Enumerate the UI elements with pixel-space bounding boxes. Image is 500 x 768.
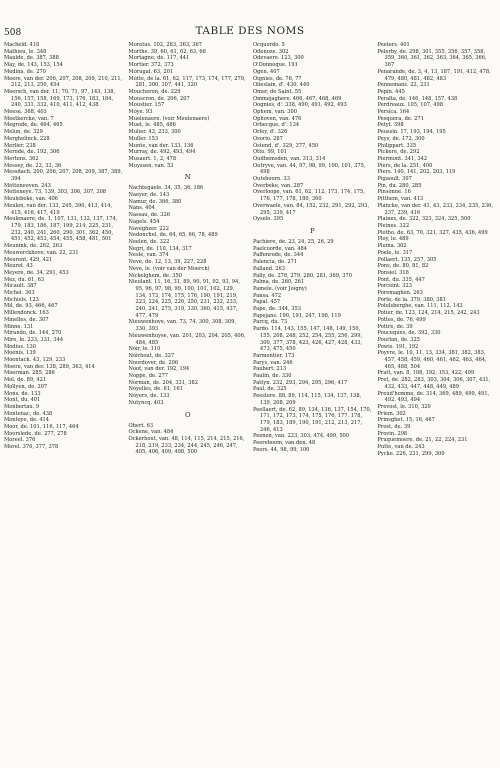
index-entry: Paelcoorde, van. 484 <box>253 245 307 252</box>
index-entry: Papal. 457 <box>253 299 281 306</box>
index-entry: Merghelinck. 228 <box>4 135 50 142</box>
index-entry: Overbeke, van. 287 <box>253 182 304 189</box>
index-entry: Muet, le. 485, 486 <box>128 122 176 129</box>
index-entry: Outryve, van. 44, 97, 98, 99, 100, 101, 375, 498 <box>253 162 368 176</box>
index-entry: Nickelghem, de. 350 <box>128 272 183 279</box>
index-entry: Mons, de. 133 <box>4 390 41 397</box>
index-entry: Noyelles, de. 61, 161 <box>128 386 183 393</box>
index-entry: Pont, du. 335, 447 <box>377 276 425 283</box>
index-entry: Pennemans. 22, 231 <box>377 82 430 89</box>
index-entry: Oyselo. 395 <box>253 216 284 223</box>
index-entry: Noordover, de. 206 <box>128 359 179 366</box>
index-entry: Orbecque, d'. 134 <box>253 122 300 129</box>
index-entry: Moreel. 376 <box>4 437 36 444</box>
index-entry: Nutyncq. 403 <box>128 399 164 406</box>
index-entry: Mil, de. 93, 466, 467 <box>4 303 58 310</box>
index-entry: Morugal. 63, 201 <box>128 68 174 75</box>
index-entry: Merlier. 238 <box>4 142 36 149</box>
index-entry: Noir, le. 110 <box>128 346 161 353</box>
index-entry: Pally, de. 278, 279, 280, 281, 369, 370 <box>253 272 352 279</box>
index-entry: Ostend, d'. 329, 377, 450 <box>253 142 319 149</box>
index-column-2 <box>129 42 248 732</box>
index-entry: Ophem, van. 300 <box>253 109 297 116</box>
index-entry: Mortagne, de. 117, 441 <box>128 55 190 62</box>
index-entry: Petyt. 398 <box>377 122 404 129</box>
index-entry: Plotho, de. 63, 70, 321, 327, 435, 436, 499 <box>377 229 488 236</box>
index-column-4 <box>378 42 497 732</box>
index-entry: Montoye, de. 414 <box>4 417 50 424</box>
index-entry: Messdach. 200, 206, 207, 208, 209, 387, 389, 394 <box>4 169 124 183</box>
index-entry: Meunink, de. 262, 263 <box>4 243 63 250</box>
index-entry: Pachiere, de. 23, 24, 25, 26, 29 <box>253 238 334 245</box>
index-entry: Nassau, de. 326 <box>128 212 171 219</box>
index-entry: Parys, van. 246 <box>253 359 293 366</box>
index-entry: Norman, de. 204, 331, 382 <box>128 379 199 386</box>
index-entry: Moucheron, de. 229 <box>128 88 181 95</box>
index-entry: Odenoze. 302 <box>253 48 289 55</box>
index-entry: Piers. 140, 141, 202, 203, 119 <box>377 169 456 176</box>
index-entry: Nieuwenhuyse, van. 201, 203, 204, 205, 406, 484, 485 <box>128 332 248 346</box>
index-entry: Peussin. 17, 193, 194, 195 <box>377 129 446 136</box>
index-entry: Mathieu, le. 348 <box>4 48 47 55</box>
index-entry: Pottes, de. 76, 499 <box>377 316 426 323</box>
index-entry: Poele, le. 317 <box>377 249 413 256</box>
index-entry: Paubert. 213 <box>253 366 287 373</box>
index-entry: Morthe. 39, 60, 61, 62, 63, 68 <box>128 48 206 55</box>
index-entry: Persica. 164 <box>377 109 410 116</box>
index-entry: Prost, de. 39 <box>377 424 411 431</box>
index-entry: Noyers, de. 133 <box>128 393 170 400</box>
index-entry: Potelsberghe, van. 111, 112, 143 <box>377 303 463 310</box>
index-entry: Pycke. 226, 231, 299, 300 <box>377 450 445 457</box>
index-entry: Pepin. 445 <box>377 88 405 95</box>
index-entry: Priem. 302 <box>377 410 406 417</box>
index-entry: Ogen. 407 <box>253 68 280 75</box>
index-entry: Penarande, de. 3, 4, 13, 187, 191, 412, 478, 479, 480, 481, 482, 483 <box>377 68 493 82</box>
index-entry: Megrode, de. 464, 465 <box>4 122 63 129</box>
index-column-1 <box>4 42 123 732</box>
index-entry: Perdreaux. 105, 107, 498 <box>377 102 443 109</box>
index-entry: Nesle, van. 374 <box>128 252 169 259</box>
index-entry: Preud'homme, de. 314, 369, 489, 490, 491, 492, 493, 494 <box>377 390 491 404</box>
index-entry: Moretus. 102, 283, 363, 367 <box>128 42 203 48</box>
index-entry: Pons, de. 80, 81, 82 <box>377 263 429 270</box>
index-entry: Monbertau. 9 <box>4 403 40 410</box>
section-letter: O <box>184 410 191 419</box>
index-entry: Pluma. 302 <box>377 243 407 250</box>
index-entry: Moere, van der. 138, 289, 363, 414 <box>4 363 95 370</box>
index-entry: Palma, de. 260, 261 <box>253 279 305 286</box>
index-entry: Peys, de. 172, 300 <box>377 135 425 142</box>
index-entry: Morel. 376, 377, 378 <box>4 444 59 451</box>
index-entry: Nagels. 454 <box>128 218 160 225</box>
index-entry: Pret, de. 282, 283, 303, 304, 306, 307, 431, 432, 433, 447, 448, 449, 489 <box>377 377 492 390</box>
index-entry: Mouscron, de. 206, 207 <box>128 95 190 102</box>
section-letter: N <box>184 173 191 182</box>
index-entry: Munte, van der. 133, 136 <box>128 142 194 149</box>
index-entry: Noirhout, de. 327 <box>128 352 175 359</box>
index-entry: Osorio. 287 <box>253 135 283 142</box>
index-entry: Namur, de. 366, 380 <box>128 198 182 205</box>
index-entry: Peers. 44, 98, 99, 100 <box>253 446 310 453</box>
index-entry: Porte, de la. 379, 380, 381 <box>377 296 446 303</box>
index-entry: Meuret. 43 <box>4 263 33 270</box>
index-entry: Omer, de Saint. 55 <box>253 88 302 95</box>
index-entry: Modius. 130 <box>4 343 37 350</box>
index-entry: Otto. 99, 101 <box>253 149 287 156</box>
index-entry: Meyere, de. 34, 291, 453 <box>4 269 69 276</box>
index-entry: Peeters. 401 <box>377 42 410 48</box>
index-entry: Olieslain, d'. 430, 440 <box>253 82 310 89</box>
index-entry: Metteneye. 73, 139, 303, 306, 307, 308 <box>4 189 107 196</box>
index-entry: Nieulant. 11, 16, 31, 89, 90, 91, 92, 93, 94, 95, 96, 97, 98, 99, 100, 101, 102, 129, 134, 173, 174, 175, 176, 190, 191, 219, 223, 224, 225, 226, 250, 231, 232, 233, 240, 241, 275, 319, 330, 360, 415, 437, 477, 479 <box>128 279 242 319</box>
index-entry: Moustier. 157 <box>128 102 165 109</box>
index-entry: Minne. 131 <box>4 323 34 330</box>
index-entry: Meulenaere, de. 1, 107, 131, 132, 137, 174, 179, 183, 186, 187, 199, 214, 225, 231, 232, 240, 241, 260, 290, 301, 362, 450, 451, 452, 453, 454, 455, 458, 481, 501 <box>4 216 119 243</box>
index-entry: Moor, de. 101, 116, 117, 464 <box>4 424 79 431</box>
index-entry: Michel. 363 <box>4 290 35 297</box>
index-entry: Moorslede, de. 277, 278 <box>4 430 67 437</box>
index-entry: Melun, de. 329 <box>4 129 43 136</box>
index-entry: Pottre, de. 39 <box>377 323 413 330</box>
index-entry: Mire, le. 233, 331, 344 <box>4 336 64 343</box>
index-entry: Moerman. 285, 286 <box>4 370 55 377</box>
index-entry: Messey, de. 23, 33, 36 <box>4 162 62 169</box>
index-entry: Paul, de. 325 <box>253 386 287 393</box>
index-entry: Murray, de. 492, 493, 494 <box>128 149 196 156</box>
index-entry: Nedonchel, de. 64, 65, 66, 78, 489 <box>128 232 218 239</box>
index-entry: Pattyn. 232, 293, 294, 295, 296, 417 <box>253 379 348 386</box>
index-entry: Meetkercke, van. 7 <box>4 115 54 122</box>
index-entry: Neve, le. (voir van der Moerch) <box>128 265 210 272</box>
index-entry: Michiels. 123 <box>4 296 39 303</box>
index-entry: Ponsiel. 318 <box>377 269 409 276</box>
index-entry: Peellaert, de. 62, 89, 134, 136, 137, 154, 170, 171, 172, 173, 174, 175, 176, 177, 178, 179, 183, 189, 190, 191, 212, 213, 217, 246, 413 <box>253 406 374 433</box>
index-entry: Medina, de. 270 <box>4 68 46 75</box>
index-entry: Oignies, de. 76, 77 <box>253 75 302 82</box>
index-entry: Oognies, d'. 338, 490, 491, 492, 493 <box>253 102 347 109</box>
index-entry: Piermont. 341, 342 <box>377 155 428 162</box>
index-entry: Millendonck. 163 <box>4 310 49 317</box>
index-entry: Naveghzer. 222 <box>128 225 169 232</box>
index-entry: Plaines, de. 322, 323, 324, 325, 500 <box>377 216 471 223</box>
index-entry: Meersch, van der. 11, 70, 71, 97, 143, 138, 156, 157, 158, 169, 173, 176, 183, 184, 240, 331, 332, 410, 411, 412, 438 <box>4 88 117 109</box>
index-entry: Pleines. 322 <box>377 222 410 229</box>
index-entry: Meulebeke, van. 406 <box>4 196 58 203</box>
index-entry: Pollaert. 135, 257, 305 <box>377 256 437 263</box>
index-entry: Minelles, de. 307 <box>4 316 49 323</box>
index-entry: Papejans. 190, 191, 247, 198, 119 <box>253 312 341 319</box>
index-entry: Poremaghen. 263 <box>377 290 423 297</box>
index-entry: Moenis. 139 <box>4 350 36 357</box>
index-entry: Obert. 63 <box>128 422 154 429</box>
index-entry: Pansa. 472 <box>253 292 282 299</box>
index-entry: Naeyer, de. 143 <box>128 192 170 199</box>
index-entry: Muyssen, van. 53 <box>128 162 174 169</box>
index-entry: Pickere, de. 292 <box>377 149 420 156</box>
index-entry: Prevost, le. 310, 320 <box>377 403 431 410</box>
index-entry: Ommejaghere. 466, 467, 468, 469 <box>253 95 342 102</box>
index-entry: Mol, de. 89, 421 <box>4 377 47 384</box>
index-entry: Noot, van der. 192, 194 <box>128 366 190 373</box>
index-entry: Pruquemoere, de. 21, 22, 224, 231 <box>377 437 468 444</box>
index-entry: Ploy, le. 489 <box>377 236 409 243</box>
index-entry: Powis. 191, 192 <box>377 343 419 350</box>
index-entry: Pourlan, de. 325 <box>377 336 420 343</box>
index-entry: Pardo. 114, 143, 155, 147, 148, 149, 150, 155, 208, 248, 252, 254, 255, 256, 299, 300, 377, 378, 423, 426, 427, 428, 433, 473, 475, 450 <box>253 326 364 353</box>
index-entry: Micault. 387 <box>4 283 37 290</box>
section-letter: P <box>309 226 315 235</box>
index-entry: Mertens. 362 <box>4 155 39 162</box>
index-entry: Prinsghet. 15, 16, 467 <box>377 417 435 424</box>
index-entry: Metteneoven. 243 <box>4 182 51 189</box>
index-entry: Neve, de. 12, 13, 39, 227, 228 <box>128 259 207 266</box>
index-entry: Parmentier. 173 <box>253 352 295 359</box>
index-entry: Pouceques, de. 392, 330 <box>377 330 441 337</box>
index-entry: Meese. 368, 403 <box>4 109 47 116</box>
index-entry: Peestere. 88, 89, 114, 115, 134, 137, 138, 139, 208, 209 <box>253 393 363 406</box>
index-entry: Musaert. 1, 2, 478 <box>128 155 177 162</box>
index-entry: Paffenrode, de. 344 <box>253 252 304 259</box>
index-entry: Meuwerckhove, van. 22, 231 <box>4 249 79 256</box>
index-entry: Orley, d'. 326 <box>253 129 288 136</box>
index-entry: Peenen, van. 223, 303, 474, 499, 500 <box>253 433 350 440</box>
index-entry: Peralta, de. 146, 148, 157, 438 <box>377 95 458 102</box>
index-entry: Meulen, van der. 133, 245, 390, 413, 414, 415, 416, 417, 419 <box>4 202 114 216</box>
index-entry: Moye. 93 <box>128 109 153 116</box>
page-title: TABLE DES NOMS <box>195 25 305 37</box>
index-entry: Ocquerdo. 5 <box>253 42 285 48</box>
index-entry: Pratt, van. 8, 108, 192, 153, 422, 499 <box>377 370 475 377</box>
index-entry: Motte, de la. 61, 62, 117, 173, 174, 177, 279, 281, 300, 307, 441, 320 <box>128 75 248 89</box>
index-entry: Pesquera, de. 271 <box>377 115 424 122</box>
index-entry: Muller. 153 <box>128 135 159 142</box>
index-entry: Peereboom, van den. 48 <box>253 440 316 447</box>
index-entry: Noppe, de. 277 <box>128 373 169 380</box>
index-entry: Montenac, de. 438 <box>4 410 53 417</box>
index-entry: Merode, de. 192, 306 <box>4 149 60 156</box>
index-entry: Negri, de. 110, 134, 317 <box>128 245 192 252</box>
index-entry: Putte, van de. 243 <box>377 444 425 451</box>
index-entry: Nachtegaele. 34, 35, 36, 186 <box>128 185 204 192</box>
page-number: 508 <box>4 28 22 38</box>
index-entry: Pigaoult. 307 <box>377 176 412 183</box>
index-entry: Neelen, de. 322 <box>128 238 170 245</box>
index-entry: Pitthem, van. 413 <box>377 196 424 203</box>
index-entry: Paulin, de. 330 <box>253 373 292 380</box>
index-entry: Pamele. (voir Joigny) <box>253 285 307 292</box>
index-entry: Muelenaere. (voir Meulenaere) <box>128 115 210 122</box>
index-entry: Mulier. 43, 233, 300 <box>128 129 181 136</box>
index-entry: Philippart. 335 <box>377 142 417 149</box>
index-entry: Overwaele, van. 84, 152, 232, 291, 292, 293, 295, 339, 417 <box>253 202 371 216</box>
index-entry: Ockene, van. 484 <box>128 429 174 436</box>
index-entry: Pin, du. 280, 285 <box>377 182 422 189</box>
index-entry: Oudhemsden, van. 313, 314 <box>253 155 326 162</box>
index-entry: Mortier. 372, 373 <box>128 62 174 69</box>
index-entry: Ockerhout, van. 48, 114, 115, 214, 215, 216, 218, 219, 233, 234, 244, 245, 246, 247, 405, 406, 409, 498, 500 <box>128 435 246 456</box>
index-entry: Poyvre, le. 10, 11, 13, 334, 381, 382, 383, 457, 458, 459, 460, 461, 462, 463, 464, 465, 488, 504 <box>377 350 489 370</box>
index-entry: Mez, du. 61, 63 <box>4 276 45 283</box>
index-entry: Mont, du. 401 <box>4 397 41 404</box>
index-entry: Moentack. 43, 129, 233 <box>4 357 66 364</box>
index-entry: Plancke, van der. 41, 43, 233, 234, 235, 236, 237, 239, 416 <box>377 202 495 216</box>
index-entry: Ophoven, van. 476 <box>253 115 302 122</box>
index-entry: Palland. 263 <box>253 265 286 272</box>
index-column-3 <box>253 42 372 732</box>
index-entry: Meurent. 429, 421 <box>4 256 53 263</box>
index-entry: Potier, de. 123, 124, 214, 215, 242, 243 <box>377 310 480 317</box>
index-entry: Pinsonne. 16 <box>377 189 411 196</box>
index-entry: Porceint. 323 <box>377 283 413 290</box>
index-entry: O'Donnoque. 191 <box>253 62 298 69</box>
index-entry: Provin. 298 <box>377 430 408 437</box>
index-entry: Mollyen, de. 207 <box>4 383 48 390</box>
index-entry: Pelerby, de. 298, 301, 355, 356, 357, 358, 359, 360, 361, 362, 363, 364, 365, 366, 367 <box>377 48 489 69</box>
index-entry: Odevaere. 123, 300 <box>253 55 304 62</box>
index-entry: Macheld. 418 <box>4 42 40 48</box>
index-entry: May, de. 143, 153, 154 <box>4 62 63 69</box>
index-entry: Overloope, van. 61, 62, 112, 173, 174, 175, 176, 177, 178, 180, 360 <box>253 189 367 203</box>
index-entry: Piers, de la. 251, 400 <box>377 162 433 169</box>
index-entry: Outshoorn. 33 <box>253 176 290 183</box>
index-entry: Nans. 404 <box>128 205 155 212</box>
index-columns <box>4 42 496 732</box>
index-entry: Maulde, de. 387, 388 <box>4 55 59 62</box>
index-entry: Mirando, de. 144, 270 <box>4 330 62 337</box>
index-entry: Nieuwenhove, van. 73, 74, 300, 308, 309, 330, 393 <box>128 319 238 333</box>
index-entry: Palencia, de. 271 <box>253 259 298 266</box>
index-entry: Parcq, du. 73 <box>253 319 288 326</box>
index-entry: Pape, de. 344, 353 <box>253 306 301 313</box>
index-entry: Meere, van der. 206, 207, 208, 209, 210, 211, 212, 213, 250, 454 <box>4 75 124 89</box>
